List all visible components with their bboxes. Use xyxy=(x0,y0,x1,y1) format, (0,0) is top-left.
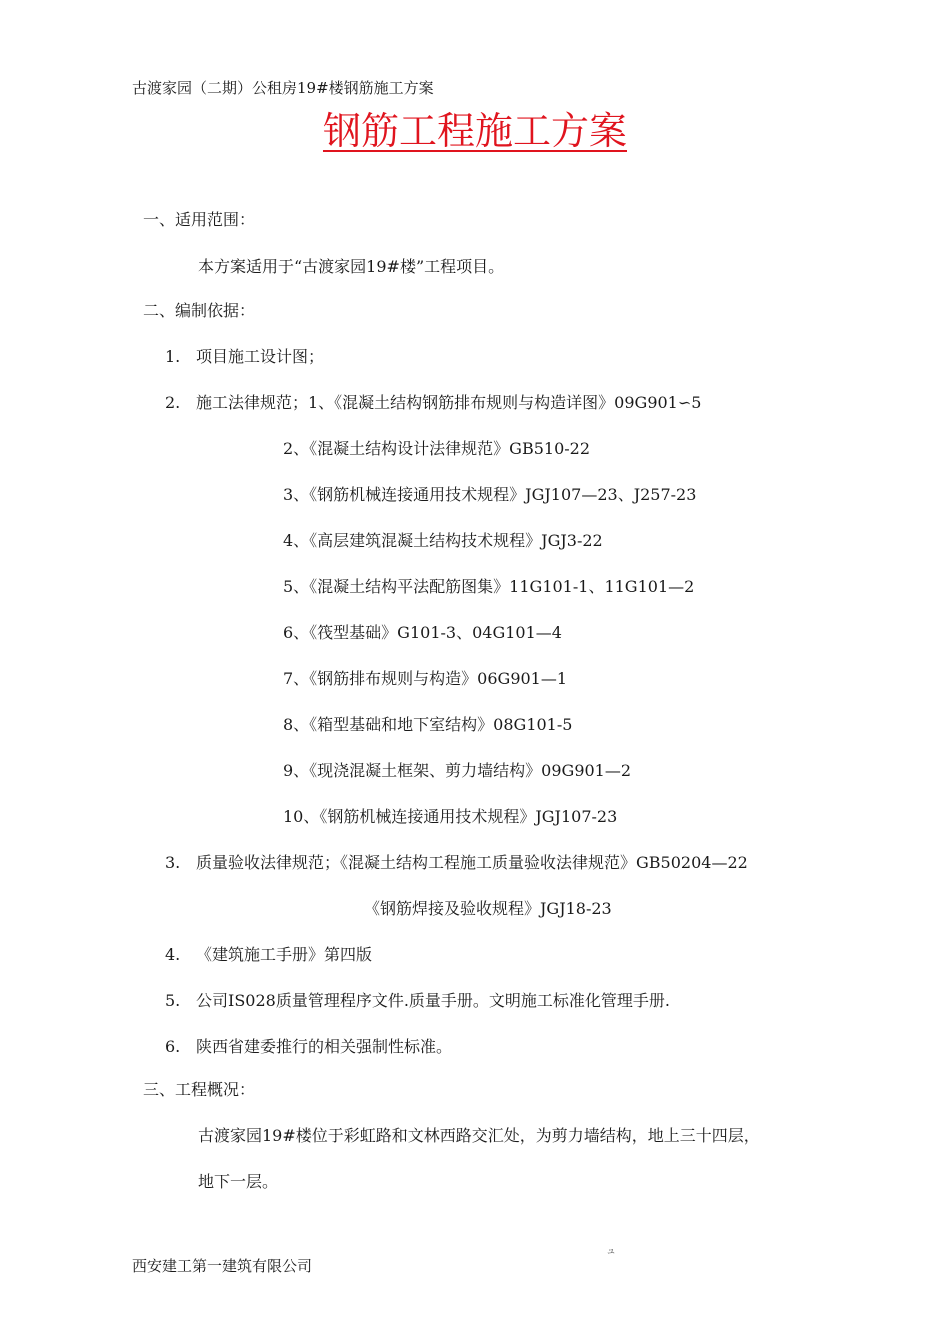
list-item-text: 公司IS028质量管理程序文件.质量手册。文明施工标准化管理手册. xyxy=(196,991,670,1010)
standard-reference: 10、《钢筋机械连接通用技术规程》JGJ107-23 xyxy=(283,807,618,826)
overview-text: 古渡家园19#楼位于彩虹路和文林西路交汇处，为剪力墙结构，地上三十四层， xyxy=(198,1126,760,1145)
scope-text: 本方案适用于“古渡家园19#楼”工程项目。 xyxy=(198,257,505,276)
standard-reference: 4、《高层建筑混凝土结构技术规程》JGJ3-22 xyxy=(283,531,603,550)
list-item-text: 质量验收法律规范；《混凝土结构工程施工质量验收法律规范》GB50204—22 xyxy=(196,853,748,872)
standard-reference: 9、《现浇混凝土框架、剪力墙结构》09G901—2 xyxy=(283,761,632,780)
page-mark: ュ xyxy=(606,1246,616,1257)
standard-reference: 《钢筋焊接及验收规程》JGJ18-23 xyxy=(364,899,612,918)
section-heading-basis: 二、编制依据： xyxy=(143,301,256,320)
list-item-text: 施工法律规范；1、《混凝土结构钢筋排布规则与构造详图》09G901∽5 xyxy=(196,393,702,412)
list-item-text: 项目施工设计图； xyxy=(196,347,325,366)
standard-reference: 3、《钢筋机械连接通用技术规程》JGJ107—23、J257-23 xyxy=(283,485,697,504)
list-item-number: 6. xyxy=(165,1037,181,1056)
list-item-text: 陕西省建委推行的相关强制性标准。 xyxy=(196,1037,453,1056)
list-item-number: 5. xyxy=(165,991,181,1010)
standard-reference: 8、《箱型基础和地下室结构》08G101-5 xyxy=(283,715,573,734)
document-title: 钢筋工程施工方案 xyxy=(322,109,627,153)
section-heading-scope: 一、适用范围： xyxy=(143,210,256,229)
standard-reference: 5、《混凝土结构平法配筋图集》11G101-1、11G101—2 xyxy=(283,577,695,596)
section-heading-overview: 三、工程概况： xyxy=(143,1080,256,1099)
page-header: 古渡家园（二期）公租房19#楼钢筋施工方案 xyxy=(132,79,434,97)
list-item-number: 4. xyxy=(165,945,181,964)
list-item-text: 《建筑施工手册》第四版 xyxy=(196,945,373,964)
list-item-number: 3. xyxy=(165,853,181,872)
standard-reference: 7、《钢筋排布规则与构造》06G901—1 xyxy=(283,669,568,688)
list-item-number: 1. xyxy=(165,347,181,366)
standard-reference: 6、《筏型基础》G101-3、04G101—4 xyxy=(283,623,562,642)
overview-text: 地下一层。 xyxy=(198,1172,279,1191)
page-footer: 西安建工第一建筑有限公司 xyxy=(132,1257,313,1275)
list-item-number: 2. xyxy=(165,393,181,412)
standard-reference: 2、《混凝土结构设计法律规范》GB510-22 xyxy=(283,439,591,458)
